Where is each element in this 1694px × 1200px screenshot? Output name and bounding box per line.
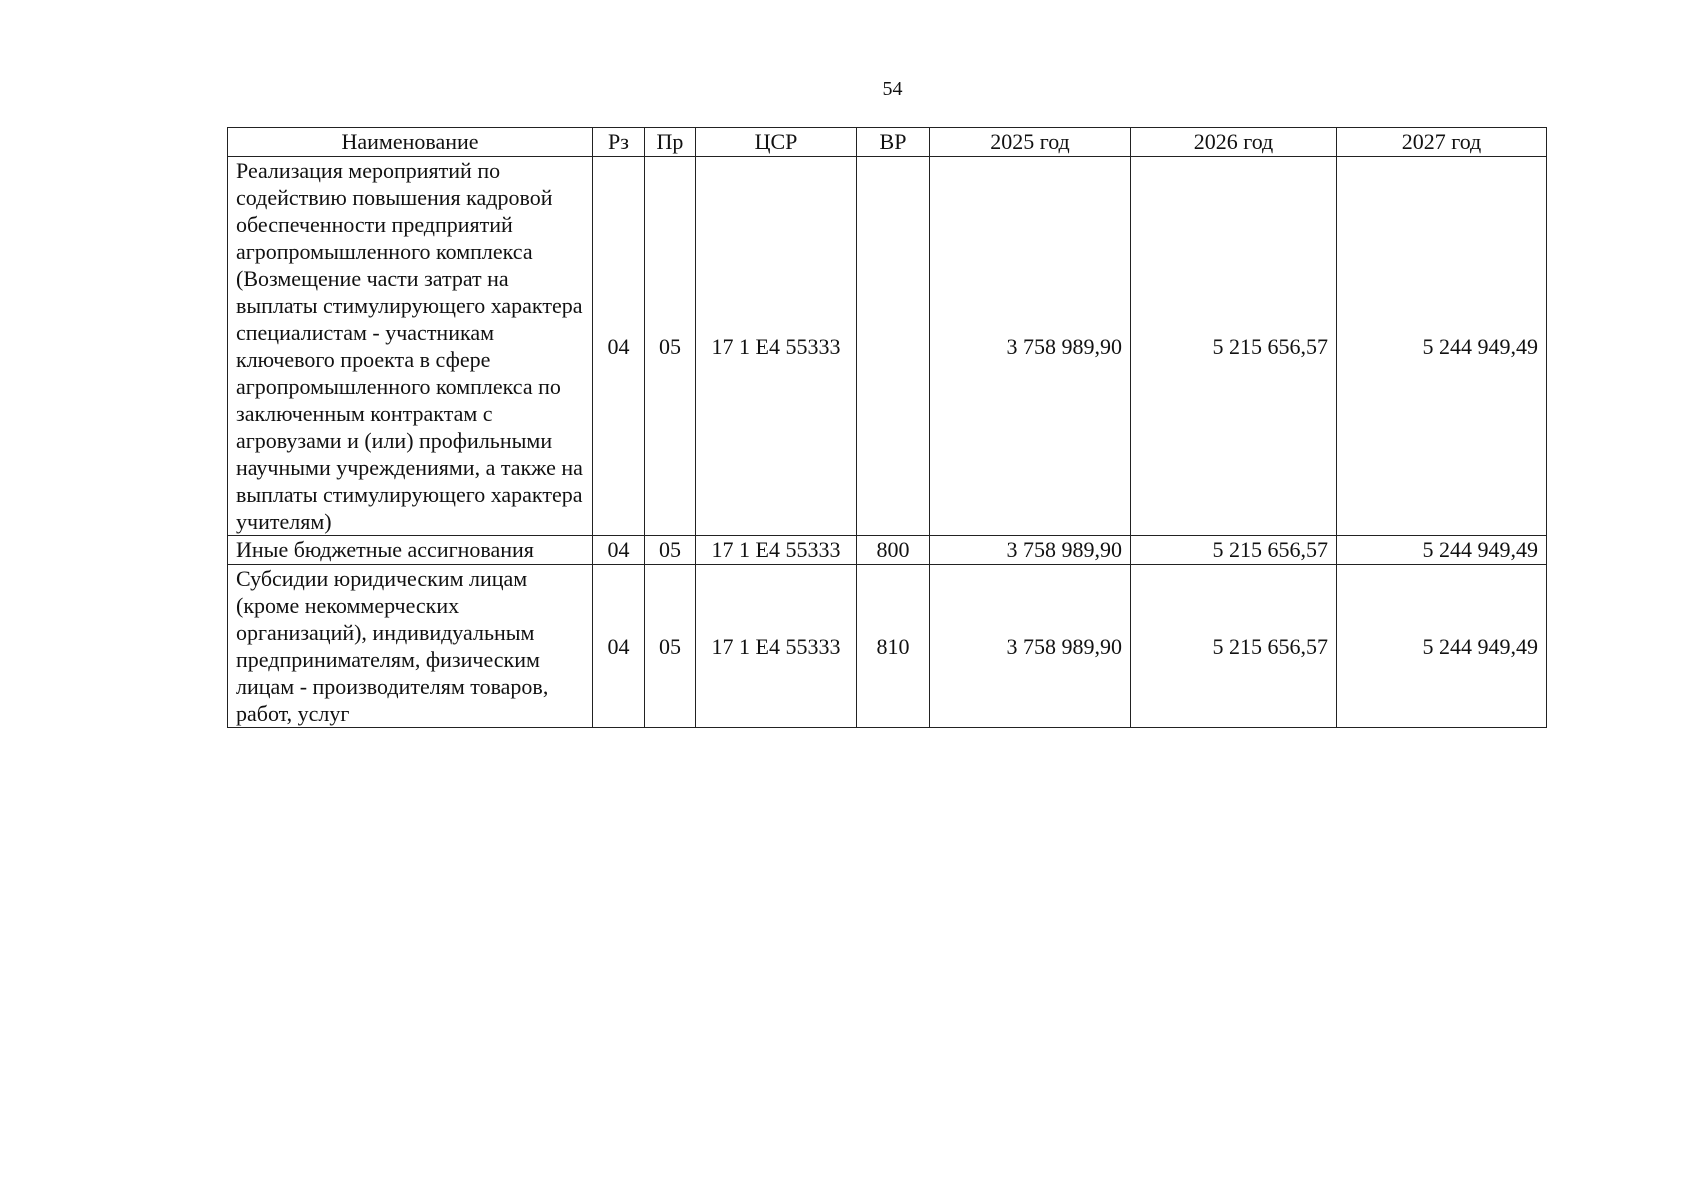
row-name: Иные бюджетные ассигнования	[228, 536, 593, 565]
row-vr	[857, 157, 930, 536]
row-2025: 3 758 989,90	[930, 536, 1131, 565]
header-pr: Пр	[645, 128, 696, 157]
header-2025: 2025 год	[930, 128, 1131, 157]
row-2026: 5 215 656,57	[1131, 157, 1337, 536]
page-number: 54	[882, 78, 903, 100]
header-2026: 2026 год	[1131, 128, 1337, 157]
header-name: Наименование	[228, 128, 593, 157]
row-pr: 05	[645, 536, 696, 565]
row-2026: 5 215 656,57	[1131, 565, 1337, 728]
table-row	[228, 565, 1547, 728]
row-csr: 17 1 E4 55333	[696, 536, 857, 565]
table-header-row	[228, 128, 1547, 157]
row-2027: 5 244 949,49	[1337, 157, 1547, 536]
row-rz: 04	[593, 536, 645, 565]
row-rz: 04	[593, 157, 645, 536]
row-csr: 17 1 E4 55333	[696, 157, 857, 536]
header-rz: Рз	[593, 128, 645, 157]
row-2025: 3 758 989,90	[930, 565, 1131, 728]
budget-table	[227, 127, 1547, 728]
row-2027: 5 244 949,49	[1337, 565, 1547, 728]
row-2025: 3 758 989,90	[930, 157, 1131, 536]
table-row	[228, 536, 1547, 565]
row-name: Реализация мероприятий по содействию повышения кадровой обеспеченности предприятий агропромышленного комплекса (Возмещение части затрат на выплаты стимулирующего характера специалистам - участникам ключевого проекта в сфере агропромышленного комплекса по заключенным контрактам с агровузами и (или) профильными научными учреждениями, а также на выплаты стимулирующего характера учителям)	[228, 157, 593, 536]
row-pr: 05	[645, 565, 696, 728]
header-vr: ВР	[857, 128, 930, 157]
row-rz: 04	[593, 565, 645, 728]
row-csr: 17 1 E4 55333	[696, 565, 857, 728]
row-2026: 5 215 656,57	[1131, 536, 1337, 565]
row-vr: 800	[857, 536, 930, 565]
row-vr: 810	[857, 565, 930, 728]
table-row	[228, 157, 1547, 536]
row-pr: 05	[645, 157, 696, 536]
header-2027: 2027 год	[1337, 128, 1547, 157]
header-csr: ЦСР	[696, 128, 857, 157]
row-name: Субсидии юридическим лицам (кроме некоммерческих организаций), индивидуальным предпринимателям, физическим лицам - производителям товаров, работ, услуг	[228, 565, 593, 728]
row-2027: 5 244 949,49	[1337, 536, 1547, 565]
